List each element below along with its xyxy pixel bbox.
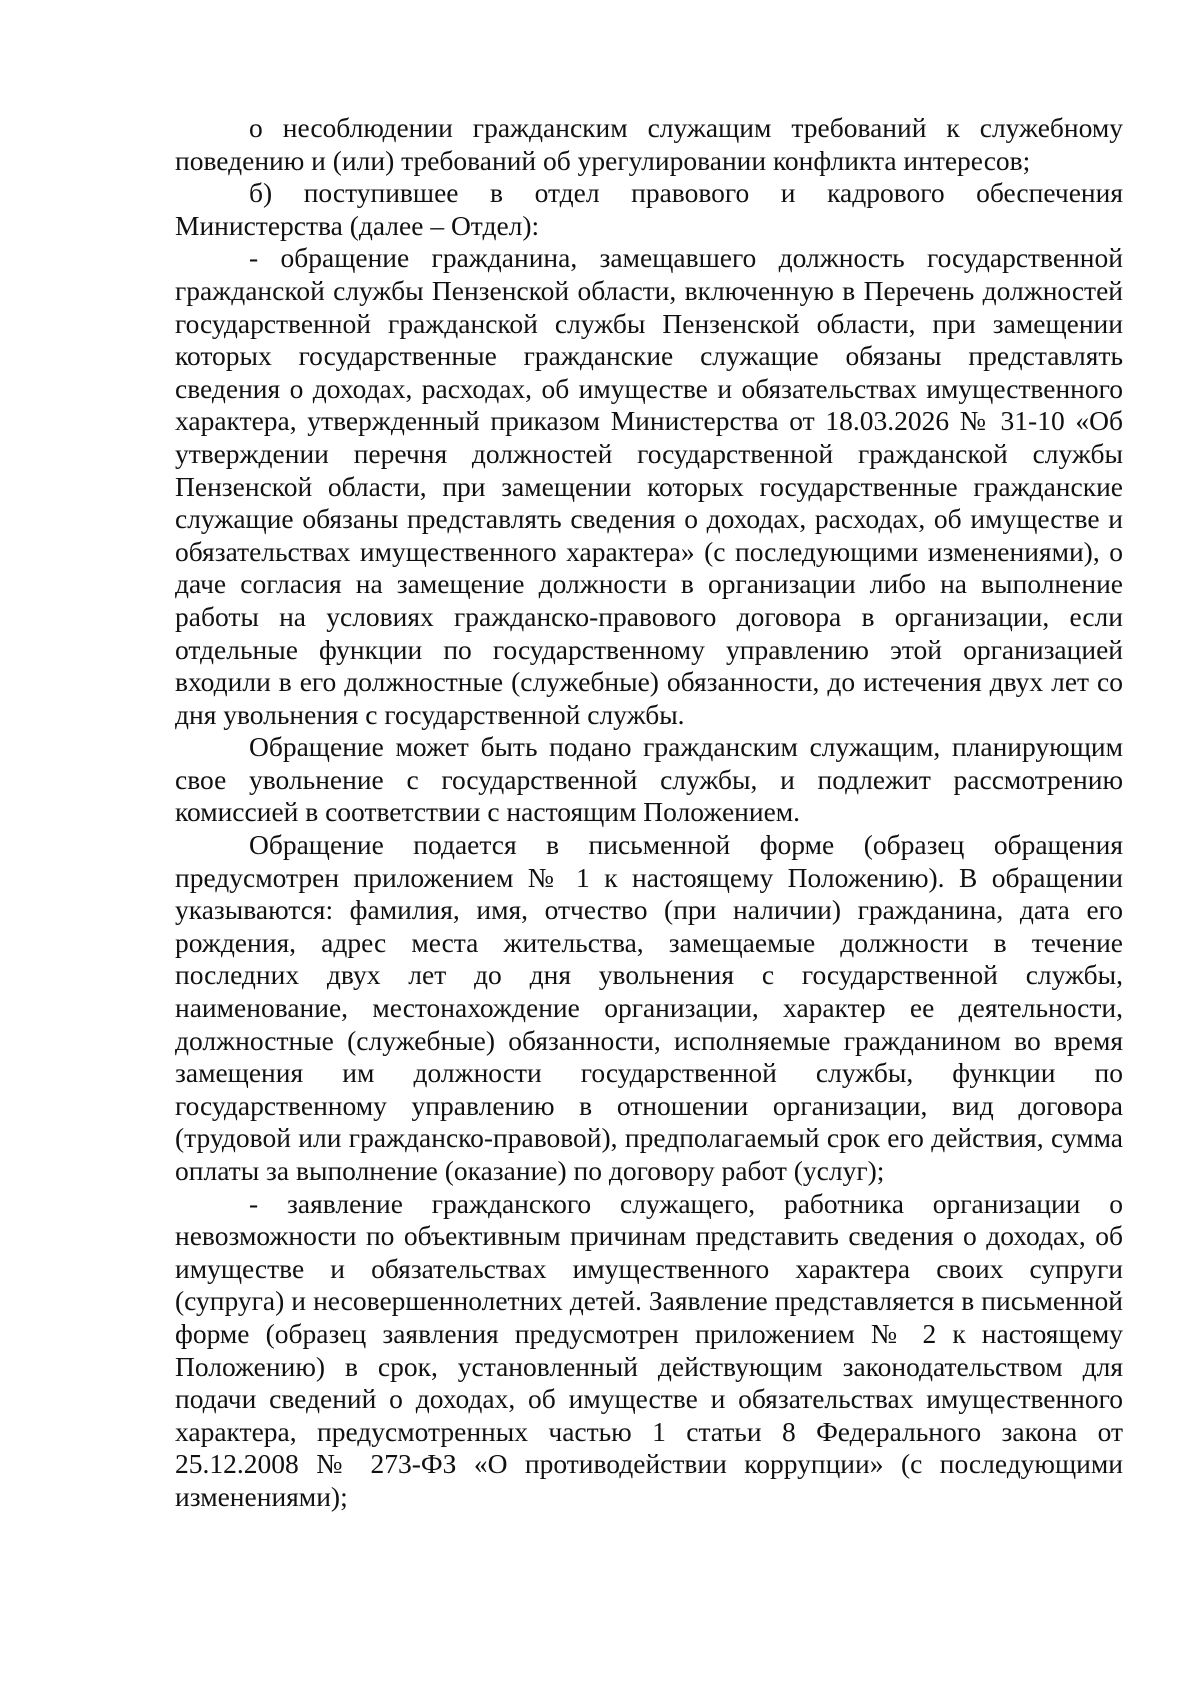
paragraph-statement-impossibility: - заявление гражданского служащего, работника организации о невозможности по объективным причинам представить сведения о доходах, об имуществе и обязательствах имущественного характера своих супруги (супруга) и несовершеннолетних детей. Заявление представляется в письменной форме (образец заявления предусмотрен приложением № 2 к настоящему Положению) в срок, установленный действующим законодательством для подачи сведений о доходах, об имуществе и обязательствах имущественного характера, предусмотренных частью 1 статьи 8 Федерального закона от 25.12.2008 № 273-ФЗ «О противодействии коррупции» (с последующими изменениями); bbox=[175, 1187, 1123, 1512]
document-page bbox=[175, 112, 1123, 1514]
paragraph-conflict-of-interest: о несоблюдении гражданским служащим требований к служебному поведению и (или) требований об урегулировании конфликта интересов; bbox=[175, 112, 1123, 176]
paragraph-item-b: б) поступившее в отдел правового и кадрового обеспечения Министерства (далее – Отдел): bbox=[175, 177, 1123, 241]
paragraph-appeal-by-servant: Обращение может быть подано гражданским служащим, планирующим свое увольнение с государственной службы, и подлежит рассмотрению комиссией в соответствии с настоящим Положением. bbox=[175, 731, 1123, 828]
paragraph-citizen-appeal: - обращение гражданина, замещавшего должность государственной гражданской службы Пензенской области, включенную в Перечень должностей государственной гражданской службы Пензенской области, при замещении которых государственные гражданские служащие обязаны представлять сведения о доходах, расходах, об имуществе и обязательствах имущественного характера, утвержденный приказом Министерства от 18.03.2026 № 31-10 «Об утверждении перечня должностей государственной гражданской службы Пензенской области, при замещении которых государственные гражданские служащие обязаны представлять сведения о доходах, расходах, об имуществе и обязательствах имущественного характера» (с последующими изменениями), о даче согласия на замещение должности в организации либо на выполнение работы на условиях гражданско-правового договора в организации, если отдельные функции по государственному управлению этой организацией входили в его должностные (служебные) обязанности, до истечения двух лет со дня увольнения с государственной службы. bbox=[175, 242, 1123, 730]
paragraph-appeal-form: Обращение подается в письменной форме (образец обращения предусмотрен приложением № 1 к настоящему Положению). В обращении указываются: фамилия, имя, отчество (при наличии) гражданина, дата его рождения, адрес места жительства, замещаемые должности в течение последних двух лет до дня увольнения с государственной службы, наименование, местонахождение организации, характер ее деятельности, должностные (служебные) обязанности, исполняемые гражданином во время замещения им должности государственной службы, функции по государственному управлению в отношении организации, вид договора (трудовой или гражданско-правовой), предполагаемый срок его действия, сумма оплаты за выполнение (оказание) по договору работ (услуг); bbox=[175, 829, 1123, 1186]
